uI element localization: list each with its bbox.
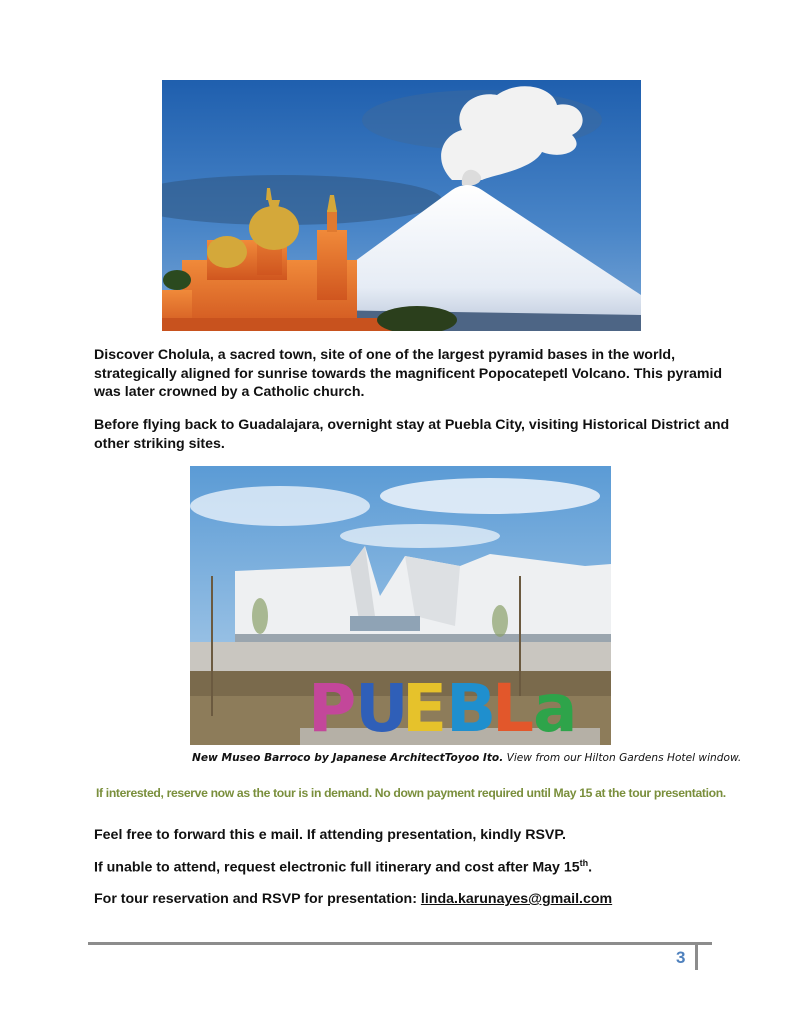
reservation-notice: If interested, reserve now as the tour is in demand. No down payment required until May 15 at the tour presentation.	[96, 786, 726, 800]
sign-letter-l: L	[492, 670, 535, 745]
footer-divider	[695, 944, 698, 970]
sign-letter-e: E	[402, 670, 448, 745]
page-number: 3	[676, 948, 686, 967]
intro-paragraph-1: Discover Cholula, a sacred town, site of one of the largest pyramid bases in the world, strategically aligned for sunrise towards the magnificent Popocatepetl Volcano. This pyramid was later crowned by a Catholic church.	[94, 347, 723, 400]
museo-barroco-photo	[190, 466, 611, 745]
photo-caption	[192, 752, 752, 764]
caption-bold: New Museo Barroco by Japanese ArchitectToyoo Ito.	[192, 752, 504, 764]
sign-letter-u: U	[355, 670, 409, 745]
intro-paragraph-2: Before flying back to Guadalajara, overnight stay at Puebla City, visiting Historical District and other striking sites.	[94, 417, 730, 452]
footer-rule	[88, 942, 712, 945]
ordinal-suffix: th	[579, 858, 589, 868]
sign-letter-a: a	[533, 670, 578, 745]
itinerary-text: If unable to attend, request electronic full itinerary and cost after May 15	[94, 859, 580, 876]
forward-line: Feel free to forward this e mail. If attending presentation, kindly RSVP.	[94, 827, 566, 843]
itinerary-period: .	[588, 859, 593, 876]
itinerary-line	[94, 858, 734, 876]
church-volcano-photo	[162, 80, 641, 331]
caption-rest: View from our Hilton Gardens Hotel window.	[503, 752, 742, 764]
email-link[interactable]: linda.karunayes@gmail.com	[420, 891, 613, 907]
sign-letter-p: P	[308, 670, 357, 745]
reservation-text: For tour reservation and RSVP for presentation:	[94, 891, 421, 907]
reservation-line	[94, 891, 734, 907]
sign-letter-b: B	[446, 670, 497, 745]
